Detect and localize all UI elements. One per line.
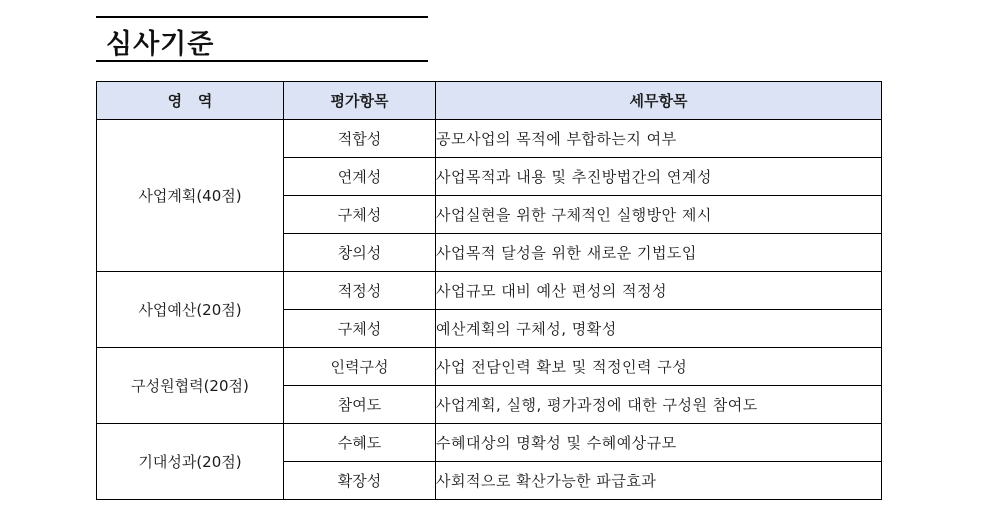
criteria-table <box>96 81 882 500</box>
item-cell: 구체성 <box>284 310 436 348</box>
detail-cell: 사업규모 대비 예산 편성의 적정성 <box>436 272 882 310</box>
detail-cell: 사업계획, 실행, 평가과정에 대한 구성원 참여도 <box>436 386 882 424</box>
header-detail: 세무항목 <box>436 82 882 120</box>
item-cell: 수혜도 <box>284 424 436 462</box>
table-row <box>97 120 882 158</box>
header-item: 평가항목 <box>284 82 436 120</box>
detail-cell: 사업실현을 위한 구체적인 실행방안 제시 <box>436 196 882 234</box>
detail-cell: 수혜대상의 명확성 및 수혜예상규모 <box>436 424 882 462</box>
detail-cell: 사업목적 달성을 위한 새로운 기법도입 <box>436 234 882 272</box>
table-header-row <box>97 82 882 120</box>
item-cell: 연계성 <box>284 158 436 196</box>
area-cell: 사업예산(20점) <box>97 272 284 348</box>
area-cell: 사업계획(40점) <box>97 120 284 272</box>
table-row <box>97 272 882 310</box>
detail-cell: 사회적으로 확산가능한 파급효과 <box>436 462 882 500</box>
item-cell: 적정성 <box>284 272 436 310</box>
title-block <box>96 16 428 62</box>
detail-cell: 공모사업의 목적에 부합하는지 여부 <box>436 120 882 158</box>
item-cell: 참여도 <box>284 386 436 424</box>
area-cell: 기대성과(20점) <box>97 424 284 500</box>
detail-cell: 예산계획의 구체성, 명확성 <box>436 310 882 348</box>
detail-cell: 사업목적과 내용 및 추진방법간의 연계성 <box>436 158 882 196</box>
header-area: 영 역 <box>97 82 284 120</box>
table-row <box>97 348 882 386</box>
item-cell: 인력구성 <box>284 348 436 386</box>
item-cell: 창의성 <box>284 234 436 272</box>
item-cell: 적합성 <box>284 120 436 158</box>
item-cell: 확장성 <box>284 462 436 500</box>
page-title: 심사기준 <box>106 29 215 60</box>
item-cell: 구체성 <box>284 196 436 234</box>
detail-cell: 사업 전담인력 확보 및 적정인력 구성 <box>436 348 882 386</box>
table-row <box>97 424 882 462</box>
area-cell: 구성원협력(20점) <box>97 348 284 424</box>
